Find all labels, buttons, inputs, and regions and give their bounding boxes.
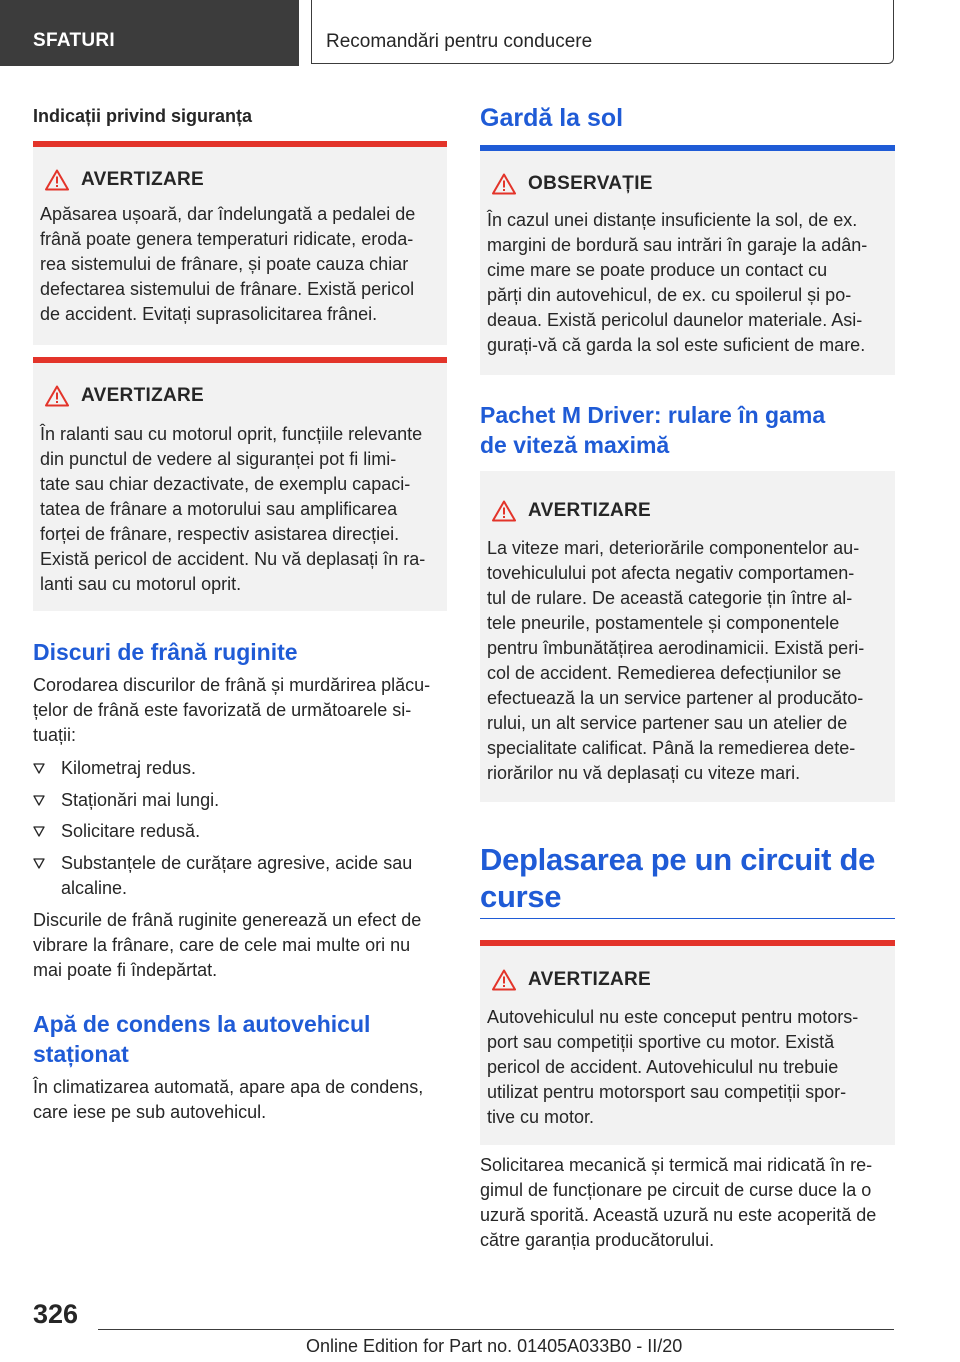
warning-triangle-icon [45, 385, 69, 407]
text-line: specialitate calificat. Până la remedierea dete- [487, 738, 856, 758]
warning-text [487, 1005, 889, 1130]
text-line: frână poate genera temperaturi ridicate, eroda- [40, 229, 414, 249]
edition-footer: Online Edition for Part no. 01405A033B0 - II/20 [306, 1336, 683, 1356]
footer-rule [98, 1329, 894, 1330]
warning-title: AVERTIZARE [81, 385, 204, 406]
text-line: rului, un alt service partener sau un atelier de [487, 713, 848, 733]
notice-title: OBSERVAȚIE [528, 173, 653, 194]
text-line: uzură sporită. Această uzură nu este acoperită de [480, 1205, 877, 1225]
text-line: forței de frânare, respectiv asistarea direcției. [40, 524, 400, 544]
text-line: mai poate fi îndepărtat. [33, 960, 218, 980]
notice-text [487, 208, 889, 358]
text-line: defectarea sistemului de frânare. Există pericol [40, 279, 415, 299]
condens-heading [33, 1009, 447, 1069]
warning-box-idle [33, 357, 447, 611]
warning-title-row [45, 168, 204, 192]
text-line: deaua. Există pericolul daunelor materiale. Asi- [487, 310, 863, 330]
text-line: La viteze mari, deteriorările componentelor au- [487, 538, 860, 558]
warning-text [40, 422, 441, 597]
text-line: Discurile de frână ruginite generează un efect de [33, 910, 422, 930]
heading-line: Pachet M Driver: rulare în gama [480, 402, 826, 428]
text-line: părți din autovehicul, de ex. cu spoilerul și po- [487, 285, 852, 305]
text-line: utilizat pentru motorsport sau competiții spor- [487, 1082, 847, 1102]
heading-line: de viteză maximă [480, 432, 670, 458]
bullet-triangle-icon [33, 795, 45, 806]
heading-line: curse [480, 879, 562, 914]
rust-outro [33, 908, 447, 983]
text-line: lanti sau cu motorul oprit. [40, 574, 242, 594]
warning-triangle-icon [492, 500, 516, 522]
bullet-triangle-icon [33, 858, 45, 869]
chapter-title: Recomandări pentru conducere [326, 31, 593, 52]
text-line: tuații: [33, 725, 77, 745]
warning-triangle-icon [492, 969, 516, 991]
warning-title-row [492, 968, 651, 992]
bullet-triangle-icon [33, 763, 45, 774]
notice-box-ground [480, 145, 895, 375]
text-line: cime mare se poate produce un contact cu [487, 260, 828, 280]
warning-text [40, 202, 441, 327]
text-line: efectuează la un service partener al producăto- [487, 688, 864, 708]
list-item-text: Staționări mai lungi. [61, 790, 220, 810]
rust-heading: Discuri de frână ruginite [33, 639, 298, 665]
text-line: gurați-vă că garda la sol este suficient de mare. [487, 335, 866, 355]
page-number: 326 [33, 1299, 79, 1329]
text-line: gimul de funcționare pe circuit de curse duce la o [480, 1180, 872, 1200]
warning-title-row [45, 384, 204, 408]
circuit-text [480, 1153, 895, 1253]
text-line: Autovehiculul nu este conceput pentru motors- [487, 1007, 859, 1027]
warning-title-row [492, 499, 651, 523]
warning-title: AVERTIZARE [528, 500, 651, 521]
text-line: pentru îmbunătățirea aerodinamicii. Există peri- [487, 638, 865, 658]
heading-rule [480, 918, 895, 919]
condens-text [33, 1075, 447, 1125]
list-item-text [61, 851, 447, 901]
notice-title-row [492, 172, 653, 196]
chapter-tab [311, 0, 894, 64]
text-line: În cazul unei distanțe insuficiente la sol, de ex. [487, 210, 858, 230]
warning-triangle-icon [492, 173, 516, 195]
text-line: Există pericol de accident. Nu vă deplasați în ra- [40, 549, 426, 569]
heading-line: Apă de condens la autovehicul [33, 1011, 371, 1037]
text-line: Corodarea discurilor de frână și murdărirea plăcu- [33, 675, 431, 695]
section-tab [0, 0, 299, 66]
text-line: margini de bordură sau intrări în garaje la adân- [487, 235, 868, 255]
list-item-text: Kilometraj redus. [61, 758, 197, 778]
text-line: tovehiculului pot afecta negativ comportamen- [487, 563, 855, 583]
list-item-text: Solicitare redusă. [61, 821, 201, 841]
text-line: tul de rulare. De această categorie țin între al- [487, 588, 853, 608]
section-title: SFATURI [33, 30, 115, 51]
ground-heading: Gardă la sol [480, 104, 624, 132]
text-line: tatea de frânare a motorului sau amplificarea [40, 499, 398, 519]
text-line: către garanția producătorului. [480, 1230, 715, 1250]
warning-triangle-icon [45, 169, 69, 191]
text-line: țelor de frână este favorizată de următoarele si- [33, 700, 412, 720]
text-line: tive cu motor. [487, 1107, 595, 1127]
text-line: col de accident. Remedierea defecțiunilor se [487, 663, 842, 683]
text-line: În climatizarea automată, apare apa de condens, [33, 1077, 424, 1097]
text-line: de accident. Evitați suprasolicitarea frânei. [40, 304, 378, 324]
text-line: Solicitarea mecanică și termică mai ridicată în re- [480, 1155, 873, 1175]
text-line: tate sau chiar dezactivate, de exemplu capaci- [40, 474, 411, 494]
text-line: pericol de accident. Autovehiculul nu trebuie [487, 1057, 839, 1077]
text-line: port sau competiții sportive cu motor. Există [487, 1032, 835, 1052]
heading-line: Deplasarea pe un circuit de [480, 842, 876, 877]
rust-intro [33, 673, 447, 748]
text-line: riorărilor nu vă deplasați cu viteze mari. [487, 763, 801, 783]
text-line: tele pneurile, postamentele și componentele [487, 613, 840, 633]
text-line: din punctul de vedere al siguranței pot fi limi- [40, 449, 397, 469]
text-line: alcaline. [61, 878, 128, 898]
warning-title: AVERTIZARE [528, 969, 651, 990]
warning-box-racetrack [480, 940, 895, 1145]
mdriver-heading [480, 400, 895, 460]
text-line: vibrare la frânare, care de cele mai multe ori nu [33, 935, 411, 955]
warning-text [487, 536, 889, 786]
warning-box-top-speed [480, 471, 895, 802]
text-line: În ralanti sau cu motorul oprit, funcțiile relevante [40, 424, 423, 444]
safety-heading: Indicații privind siguranța [33, 106, 253, 126]
heading-line: staționat [33, 1041, 129, 1067]
text-line: Substanțele de curățare agresive, acide sau [61, 853, 413, 873]
circuit-heading [480, 841, 895, 915]
text-line: care iese pe sub autovehicul. [33, 1102, 267, 1122]
bullet-triangle-icon [33, 826, 45, 837]
text-line: rea sistemului de frânare, și poate cauza chiar [40, 254, 409, 274]
text-line: Apăsarea ușoară, dar îndelungată a pedalei de [40, 204, 416, 224]
warning-box-brake-overheat [33, 141, 447, 345]
warning-title: AVERTIZARE [81, 169, 204, 190]
